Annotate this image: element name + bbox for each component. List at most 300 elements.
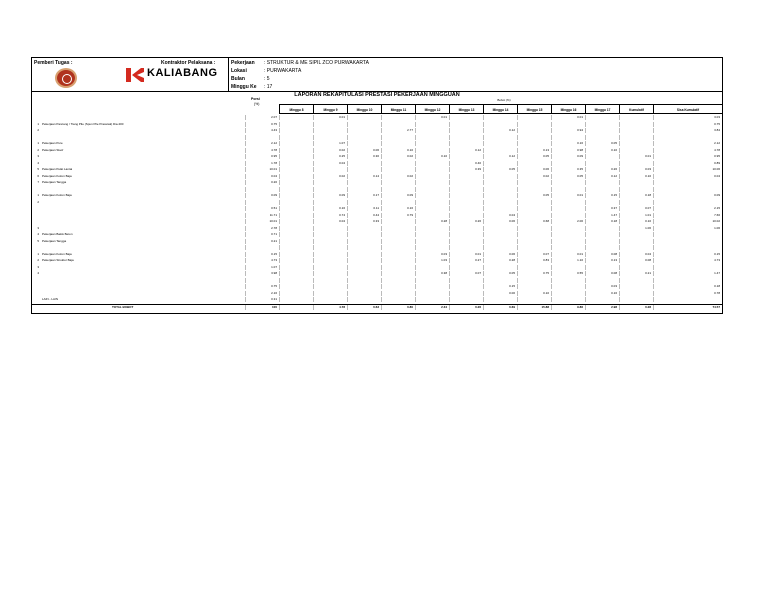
value-cell: 0.05 (517, 193, 551, 198)
value-cell (449, 265, 483, 270)
value-cell: 0.10 (517, 291, 551, 296)
porsi-cell: 1.07 (245, 265, 279, 270)
report-sheet (31, 57, 723, 314)
value-cell: 0.09 (313, 193, 347, 198)
value-cell: 2.98 (585, 305, 619, 310)
value-cell: 1.01 (619, 213, 653, 218)
value-cell (313, 297, 347, 302)
column-header: Kumulatif (619, 104, 653, 114)
value-cell (483, 122, 517, 127)
table-row (32, 258, 722, 263)
row-number: 2 (37, 147, 39, 152)
row-job-label: Pekerjaan Tangga (42, 238, 67, 243)
value-cell (517, 265, 551, 270)
value-cell (619, 265, 653, 270)
value-cell (619, 245, 653, 250)
value-cell: 74.57 (653, 305, 722, 310)
value-cell (619, 284, 653, 289)
value-cell (415, 232, 449, 237)
value-cell (313, 271, 347, 276)
porsi-cell: 10.01 (245, 219, 279, 224)
value-cell (517, 141, 551, 146)
value-cell: 0.40 (449, 161, 483, 166)
table-row (32, 141, 722, 146)
value-cell: 0.02 (381, 154, 415, 159)
value-cell (381, 265, 415, 270)
porsi-cell (245, 135, 279, 140)
value-cell (347, 245, 381, 250)
value-cell (551, 226, 585, 231)
value-cell (347, 226, 381, 231)
value-cell: 0.03 (619, 167, 653, 172)
table-row (32, 271, 722, 276)
value-cell: 0.01 (619, 154, 653, 159)
value-cell: 0.16 (313, 206, 347, 211)
value-cell (381, 122, 415, 127)
value-cell: 0.74 (313, 213, 347, 218)
value-cell (381, 258, 415, 263)
value-cell (279, 115, 313, 120)
value-cell (585, 161, 619, 166)
value-cell (653, 187, 722, 192)
row-number: 3 (37, 225, 39, 230)
porsi-cell: 0.75 (245, 122, 279, 127)
table-row (32, 167, 722, 172)
value-cell (551, 200, 585, 205)
value-cell: 0.63 (347, 305, 381, 310)
value-cell (449, 226, 483, 231)
row-job-label: LAIN - LAIN (42, 297, 59, 301)
value-cell (585, 135, 619, 140)
value-cell (415, 148, 449, 153)
value-cell: 0.05 (483, 271, 517, 276)
value-cell (483, 239, 517, 244)
value-cell (279, 174, 313, 179)
value-cell: 0.06 (517, 167, 551, 172)
value-cell: 0.68 (517, 219, 551, 224)
value-cell (313, 122, 347, 127)
porsi-cell: 0.20 (245, 180, 279, 185)
value-cell: 0.01 (313, 115, 347, 120)
value-cell (449, 232, 483, 237)
value-cell (517, 245, 551, 250)
column-header: Minggu 9 (313, 104, 347, 114)
row-number: 5 (37, 238, 39, 243)
value-cell (347, 252, 381, 257)
value-cell: 0.69 (483, 305, 517, 310)
table-row (32, 128, 722, 133)
value-cell: 0.08 (585, 252, 619, 257)
value-cell: 0.75 (653, 122, 722, 127)
value-cell (347, 167, 381, 172)
porsi-cell: 11.71 (245, 213, 279, 218)
value-cell (381, 291, 415, 296)
porsi-cell: 0.04 (245, 174, 279, 179)
value-cell (415, 213, 449, 218)
value-cell (653, 180, 722, 185)
value-cell (347, 200, 381, 205)
row-job-label: Pekerjaan Struktur Baja (42, 258, 74, 262)
value-cell: 0.13 (517, 148, 551, 153)
value-cell (585, 180, 619, 185)
table-row (32, 219, 722, 224)
value-cell (449, 284, 483, 289)
value-cell: 2.00 (551, 219, 585, 224)
value-cell: 0.28 (619, 305, 653, 310)
value-cell (279, 200, 313, 205)
value-cell: 0.10 (415, 154, 449, 159)
value-cell (585, 239, 619, 244)
value-cell (279, 297, 313, 302)
value-cell (517, 135, 551, 140)
row-job-label: Pekerjaan Pure (42, 141, 63, 145)
value-cell (347, 271, 381, 276)
value-cell (653, 278, 722, 283)
row-number: 2 (37, 258, 39, 262)
value-cell: 0.05 (517, 154, 551, 159)
value-cell (619, 115, 653, 120)
value-cell (551, 239, 585, 244)
value-cell (279, 284, 313, 289)
value-cell (551, 297, 585, 302)
row-job-label: TOTAL BOBOT (112, 304, 134, 309)
value-cell: 0.01 (551, 252, 585, 257)
value-cell (619, 297, 653, 302)
value-cell: 0.25 (313, 154, 347, 159)
row-number: 4 (37, 160, 39, 165)
value-cell: 0.30 (347, 154, 381, 159)
value-cell (483, 193, 517, 198)
value-cell (483, 174, 517, 179)
value-cell: 4.78 (653, 148, 722, 153)
value-cell (347, 141, 381, 146)
value-cell: 0.04 (653, 174, 722, 179)
value-cell (653, 135, 722, 140)
value-cell (347, 115, 381, 120)
value-cell: 0.16 (381, 206, 415, 211)
value-cell: 0.37 (585, 206, 619, 211)
value-cell (585, 297, 619, 302)
value-cell (653, 232, 722, 237)
value-cell: 0.06 (483, 252, 517, 257)
value-cell: 0.39 (449, 167, 483, 172)
value-cell (381, 135, 415, 140)
company-name: KALIABANG (147, 67, 218, 79)
value-cell (551, 265, 585, 270)
porsi-cell: 0.75 (245, 284, 279, 289)
value-cell: 0.07 (517, 252, 551, 257)
value-cell (279, 193, 313, 198)
value-cell (381, 284, 415, 289)
value-cell (483, 245, 517, 250)
value-cell (551, 213, 585, 218)
value-cell (313, 187, 347, 192)
value-cell: 0.26 (449, 305, 483, 310)
value-cell: 0.03 (415, 252, 449, 257)
value-cell (619, 128, 653, 133)
value-cell: 0.12 (483, 154, 517, 159)
value-cell: 0.95 (653, 154, 722, 159)
value-cell (551, 232, 585, 237)
value-cell: 0.18 (619, 193, 653, 198)
porsi-cell: 4.43 (245, 128, 279, 133)
column-header: Minggu 10 (347, 104, 381, 114)
value-cell (313, 252, 347, 257)
info-label-minggu: Minggu Ke (231, 84, 257, 90)
info-value-bulan: : 5 (264, 76, 270, 82)
value-cell (551, 180, 585, 185)
value-cell (415, 206, 449, 211)
value-cell (483, 141, 517, 146)
row-number: 2 (37, 199, 39, 204)
porsi-unit: (%) (254, 102, 260, 106)
value-cell: 0.02 (313, 174, 347, 179)
column-header: Sisa Kumulatif (653, 104, 722, 114)
value-cell (381, 161, 415, 166)
value-cell: 1.07 (313, 141, 347, 146)
porsi-header: Porsi (251, 97, 260, 101)
value-cell: 0.10 (381, 148, 415, 153)
porsi-cell (245, 200, 279, 205)
porsi-cell: 0.09 (245, 193, 279, 198)
value-cell: 1.47 (585, 213, 619, 218)
value-cell: 0.03 (585, 284, 619, 289)
value-cell (279, 305, 313, 310)
table-row (32, 115, 722, 120)
value-cell (279, 291, 313, 296)
value-cell (483, 297, 517, 302)
value-cell (313, 167, 347, 172)
row-number: 7 (37, 180, 39, 184)
value-cell: 1.47 (653, 271, 722, 276)
column-header: Minggu 13 (449, 104, 483, 114)
value-cell (415, 135, 449, 140)
value-cell: 0.11 (347, 206, 381, 211)
value-cell (585, 245, 619, 250)
table-row (32, 135, 722, 140)
value-cell: 3.03 (653, 115, 722, 120)
value-cell (619, 180, 653, 185)
value-cell: 0.06 (483, 219, 517, 224)
row-job-label: Pekerjaan Tangga (42, 180, 67, 184)
value-cell (347, 265, 381, 270)
value-cell: 0.05 (585, 141, 619, 146)
value-cell (517, 213, 551, 218)
value-cell: 0.26 (449, 219, 483, 224)
value-cell (313, 135, 347, 140)
value-cell (415, 297, 449, 302)
value-cell (449, 239, 483, 244)
value-cell: 4.78 (313, 305, 347, 310)
row-job-label: Pekerjaan Balok Beton (42, 232, 73, 236)
value-cell (415, 122, 449, 127)
row-number: 4 (37, 271, 39, 275)
value-cell (585, 265, 619, 270)
value-cell (279, 245, 313, 250)
value-cell: 0.05 (483, 167, 517, 172)
value-cell (415, 200, 449, 205)
row-number: 4 (37, 232, 39, 236)
value-cell: 0.28 (483, 258, 517, 263)
value-cell (483, 226, 517, 231)
value-cell: 0.00 (483, 291, 517, 296)
value-cell: 0.28 (415, 219, 449, 224)
row-number: 1 (37, 193, 39, 197)
value-cell (381, 278, 415, 283)
value-cell (517, 239, 551, 244)
value-cell (279, 265, 313, 270)
row-number: 1 (37, 121, 39, 126)
value-cell (551, 135, 585, 140)
row-job-label: Pekerjaan Sloof (42, 147, 64, 152)
value-cell: 0.01 (551, 193, 585, 198)
value-cell (517, 284, 551, 289)
table-row (32, 265, 722, 270)
value-cell: 0.10 (619, 174, 653, 179)
value-cell: 0.05 (551, 174, 585, 179)
value-cell (415, 161, 449, 166)
value-cell (313, 128, 347, 133)
value-cell: 0.15 (653, 252, 722, 257)
value-cell (551, 187, 585, 192)
value-cell: 0.38 (415, 271, 449, 276)
value-cell (585, 115, 619, 120)
value-cell (313, 258, 347, 263)
value-cell (279, 135, 313, 140)
value-cell (381, 245, 415, 250)
table-row (32, 297, 722, 302)
value-cell (551, 284, 585, 289)
value-cell (551, 278, 585, 283)
value-cell: 0.10 (619, 219, 653, 224)
value-cell: 0.08 (585, 271, 619, 276)
table-row (32, 226, 722, 231)
value-cell (619, 148, 653, 153)
value-cell (449, 128, 483, 133)
row-job-label: Pekerjaan Pancang / Tiang Pile (Spun Pile Pracetak) Dia.400 (42, 121, 124, 126)
table-row (32, 174, 722, 179)
porsi-cell (245, 187, 279, 192)
value-cell (517, 226, 551, 231)
value-cell: 0.21 (619, 271, 653, 276)
row-number: 2 (37, 128, 39, 132)
value-cell (347, 291, 381, 296)
value-cell (415, 180, 449, 185)
table-row (32, 213, 722, 218)
value-cell (415, 239, 449, 244)
row-job-label: Pekerjaan Pelat Lantai (42, 167, 73, 171)
row-number: 6 (37, 173, 39, 178)
value-cell: 2.34 (415, 305, 449, 310)
info-value-lokasi: : PURWAKARTA (264, 68, 302, 74)
value-cell: 2.77 (381, 128, 415, 133)
value-cell (279, 154, 313, 159)
value-cell (415, 226, 449, 231)
value-cell: 15.88 (517, 305, 551, 310)
porsi-cell: 2.12 (245, 141, 279, 146)
value-cell (313, 265, 347, 270)
row-job-label: Pekerjaan Kolom Baja (42, 251, 72, 256)
porsi-cell: 0.21 (245, 239, 279, 244)
value-cell (483, 115, 517, 120)
weeks-group-label: Bobot (%) (497, 98, 511, 102)
value-cell (517, 180, 551, 185)
value-cell: 4.73 (653, 258, 722, 263)
value-cell (653, 239, 722, 244)
value-cell: 0.02 (517, 174, 551, 179)
value-cell (619, 200, 653, 205)
value-cell (517, 161, 551, 166)
table-row (32, 284, 722, 289)
value-cell (517, 187, 551, 192)
row-number: 1 (37, 251, 39, 256)
table-row (32, 206, 722, 211)
value-cell: 0.44 (347, 213, 381, 218)
value-cell: 0.94 (551, 128, 585, 133)
value-cell: 0.27 (449, 258, 483, 263)
value-cell (551, 122, 585, 127)
column-header: Minggu 11 (381, 104, 415, 114)
porsi-cell: 0.71 (245, 232, 279, 237)
value-cell (279, 252, 313, 257)
value-cell: 0.78 (653, 291, 722, 296)
value-cell (619, 239, 653, 244)
value-cell: 0.01 (449, 252, 483, 257)
value-cell (483, 206, 517, 211)
value-cell (279, 278, 313, 283)
value-cell (619, 122, 653, 127)
value-cell: 2.12 (653, 141, 722, 146)
value-cell (279, 226, 313, 231)
value-cell (381, 297, 415, 302)
value-cell (415, 245, 449, 250)
value-cell (585, 232, 619, 237)
value-cell: 0.18 (653, 284, 722, 289)
value-cell (517, 122, 551, 127)
value-cell (313, 291, 347, 296)
value-cell (483, 161, 517, 166)
value-cell (347, 232, 381, 237)
value-cell (551, 161, 585, 166)
value-cell (279, 239, 313, 244)
value-cell: 0.83 (517, 258, 551, 263)
porsi-cell: 0.95 (245, 154, 279, 159)
table-row (32, 252, 722, 257)
value-cell (551, 291, 585, 296)
value-cell (619, 135, 653, 140)
value-cell (415, 167, 449, 172)
value-cell (517, 232, 551, 237)
table-row (32, 180, 722, 185)
value-cell (415, 141, 449, 146)
value-cell (381, 252, 415, 257)
table-row (32, 232, 722, 237)
value-cell (653, 245, 722, 250)
column-header: Minggu 17 (585, 104, 619, 114)
info-value-pekerjaan: : STRUKTUR & ME SIPIL ZCO PURWAKARTA (264, 60, 369, 66)
porsi-cell: 100 (245, 305, 279, 310)
value-cell (415, 284, 449, 289)
value-cell (279, 258, 313, 263)
table-row (32, 200, 722, 205)
info-label-pekerjaan: Pekerjaan (231, 60, 255, 66)
value-cell: 0.04 (313, 219, 347, 224)
porsi-cell: 0.31 (245, 297, 279, 302)
value-cell: 0.09 (653, 193, 722, 198)
value-cell (313, 239, 347, 244)
value-cell: 1.06 (619, 226, 653, 231)
value-cell (415, 187, 449, 192)
